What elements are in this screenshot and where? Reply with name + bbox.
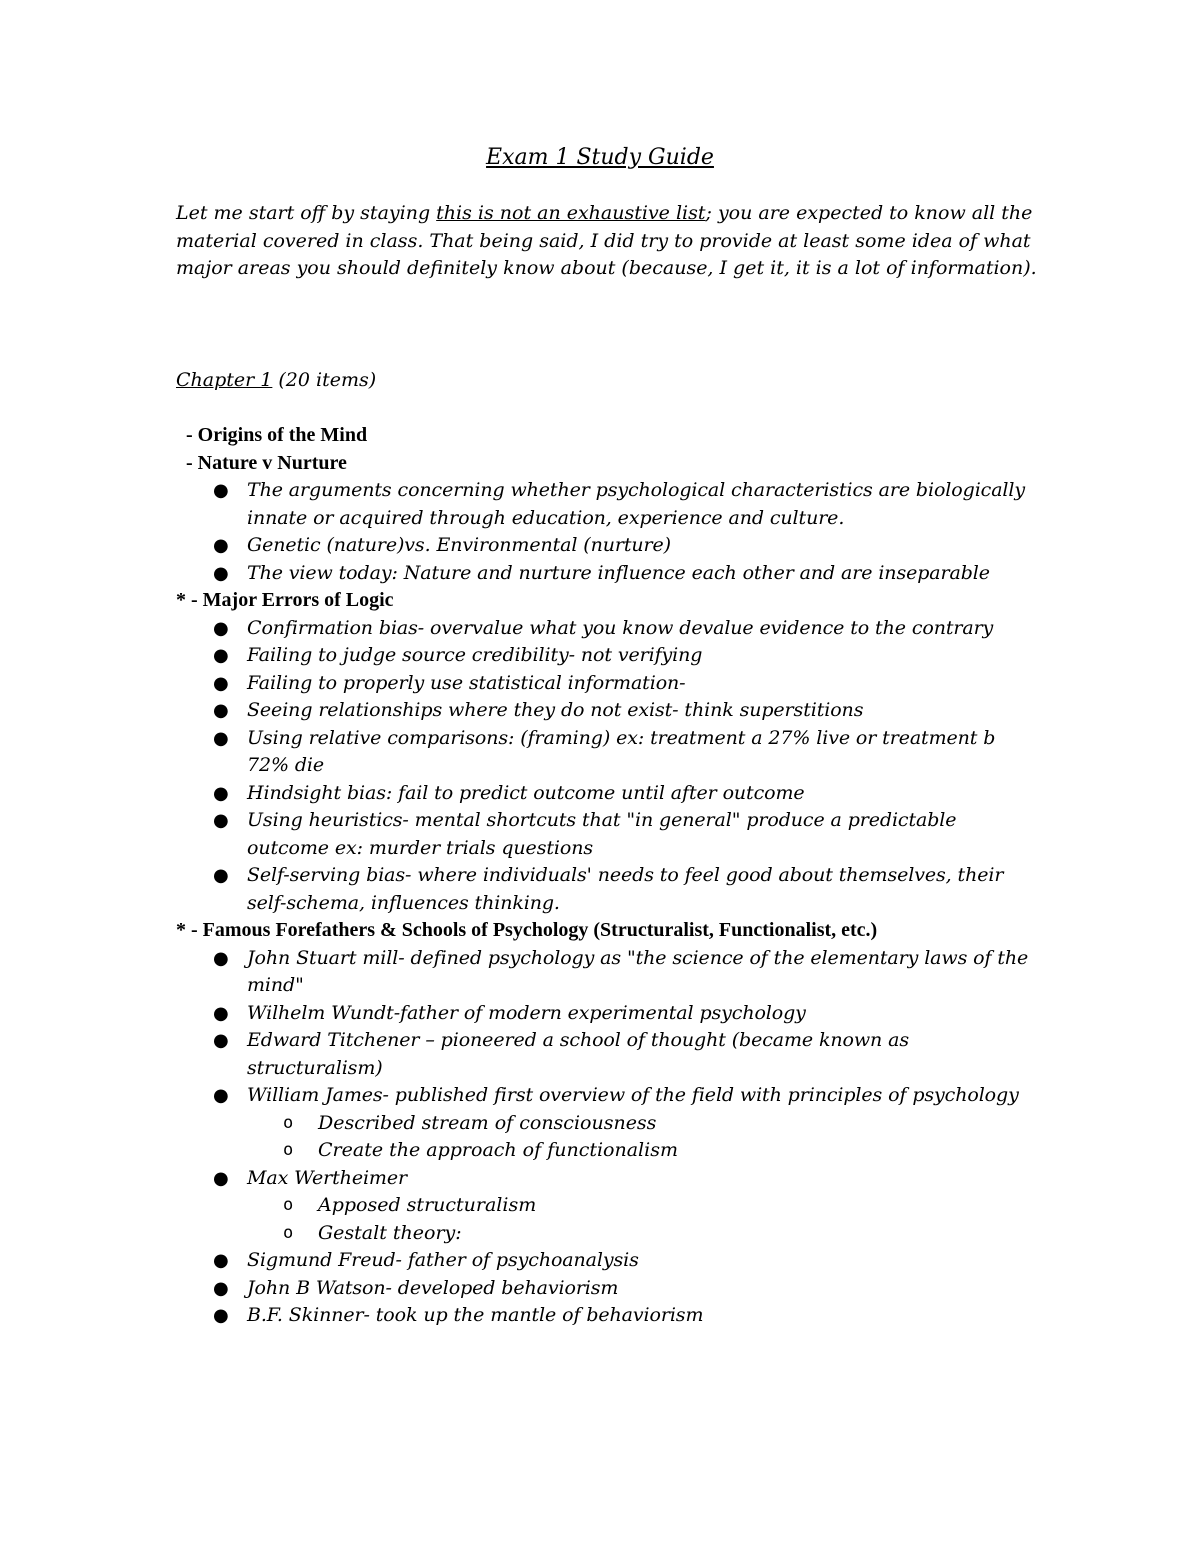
bullet-icon: ● [213, 1305, 229, 1326]
list-item: ● Sigmund Freud- father of psychoanalysis [0, 1247, 1037, 1275]
list-item: ● Seeing relationships where they do not exist- think superstitions [0, 697, 1037, 725]
list-item: ● Failing to judge source credibility- not verifying [0, 642, 1037, 670]
intro-text-end: ; you are expected to know all the material covered in class. That being said, I did try to provide at least some idea of what major areas you should definitely know about (because, I get it, it is a lot of information). [176, 202, 1037, 279]
list-item: ● Hindsight bias: fail to predict outcome until after outcome [0, 780, 1037, 808]
list-item: ● Wilhelm Wundt-father of modern experimental psychology [0, 1000, 1037, 1028]
section-heading-forefathers: * - Famous Forefathers & Schools of Psychology (Structuralist, Functionalist, etc.) [176, 919, 878, 941]
intro-text-start: Let me start off by staying [176, 202, 437, 224]
list-item: ● B.F. Skinner- took up the mantle of behaviorism [0, 1302, 1037, 1330]
bullet-icon: ● [213, 727, 229, 749]
list-item: ● John B Watson- developed behaviorism [0, 1275, 1037, 1303]
list-item: ● Edward Titchener – pioneered a school of thought (became known as structuralism) [213, 1029, 910, 1079]
intro-paragraph [176, 200, 1056, 283]
bullet-icon: ● [213, 562, 229, 584]
chapter-count: (20 items) [272, 369, 377, 391]
section-heading-nature: - Nature v Nurture [186, 451, 347, 474]
bullet-icon: ● [213, 480, 229, 501]
bullet-icon: ● [213, 1085, 229, 1106]
page-title: Exam 1 Study Guide [486, 145, 714, 170]
bullet-icon: ● [213, 810, 229, 831]
section-heading-errors: * - Major Errors of Logic [176, 589, 394, 611]
bullet-icon: ● [213, 1277, 229, 1299]
bullet-icon: ● [213, 535, 229, 556]
bullet-icon: ● [213, 645, 229, 666]
bullet-icon: ● [213, 700, 229, 721]
list-item: ● Genetic (nature)vs. Environmental (nurture) [0, 532, 1037, 560]
sub-bullet-icon: o [283, 1112, 294, 1133]
list-item: ● Using relative comparisons: (framing) ex: treatment a 27% live or treatment b 72% die [213, 726, 996, 776]
list-item: ● William James- published first overview of the field with principles of psychology [0, 1082, 1037, 1110]
list-item: ● Confirmation bias- overvalue what you know devalue evidence to the contrary [0, 615, 1037, 643]
bullet-icon: ● [213, 782, 229, 804]
list-item: ● Self-serving bias- where individuals' needs to feel good about themselves, their self-schema, influences thinking. [213, 864, 1004, 914]
list-item: ● John Stuart mill- defined psychology as "the science of the elementary laws of the mind" [213, 946, 1029, 996]
sub-bullet-icon: o [283, 1140, 294, 1160]
sub-bullet-icon: o [283, 1195, 294, 1215]
list-item: ● Failing to properly use statistical information- [0, 670, 1037, 698]
bullet-icon: ● [213, 1030, 229, 1051]
intro-underlined-phrase: this is not an exhaustive list [436, 202, 706, 224]
chapter-name: Chapter 1 [176, 369, 273, 391]
bullet-icon: ● [213, 1167, 229, 1189]
sub-list-item: o Gestalt theory: [0, 1220, 1038, 1248]
bullet-icon: ● [213, 947, 229, 969]
list-item: ● Max Wertheimer [0, 1165, 1037, 1193]
bullet-icon: ● [213, 1250, 229, 1271]
sub-list-item: o Described stream of consciousness [0, 1110, 1038, 1138]
list-item: ● The arguments concerning whether psychological characteristics are biologically innate or acquired through education, experience and culture. [213, 479, 1026, 529]
bullet-icon: ● [213, 617, 229, 639]
bullet-icon: ● [213, 865, 229, 886]
chapter-heading [176, 367, 376, 394]
section-heading-origins: - Origins of the Mind [186, 424, 368, 446]
sub-list-item: o Apposed structuralism [0, 1192, 1038, 1220]
bullet-icon: ● [213, 1002, 229, 1024]
list-item: ● Using heuristics- mental shortcuts that "in general" produce a predictable outcome ex: murder trials questions [213, 809, 957, 859]
list-item: ● The view today: Nature and nurture influence each other and are inseparable [0, 560, 1037, 588]
sub-list-item: o Create the approach of functionalism [0, 1137, 1038, 1165]
study-outline [0, 422, 1200, 1330]
bullet-icon: ● [213, 672, 229, 694]
sub-bullet-icon: o [283, 1222, 294, 1243]
